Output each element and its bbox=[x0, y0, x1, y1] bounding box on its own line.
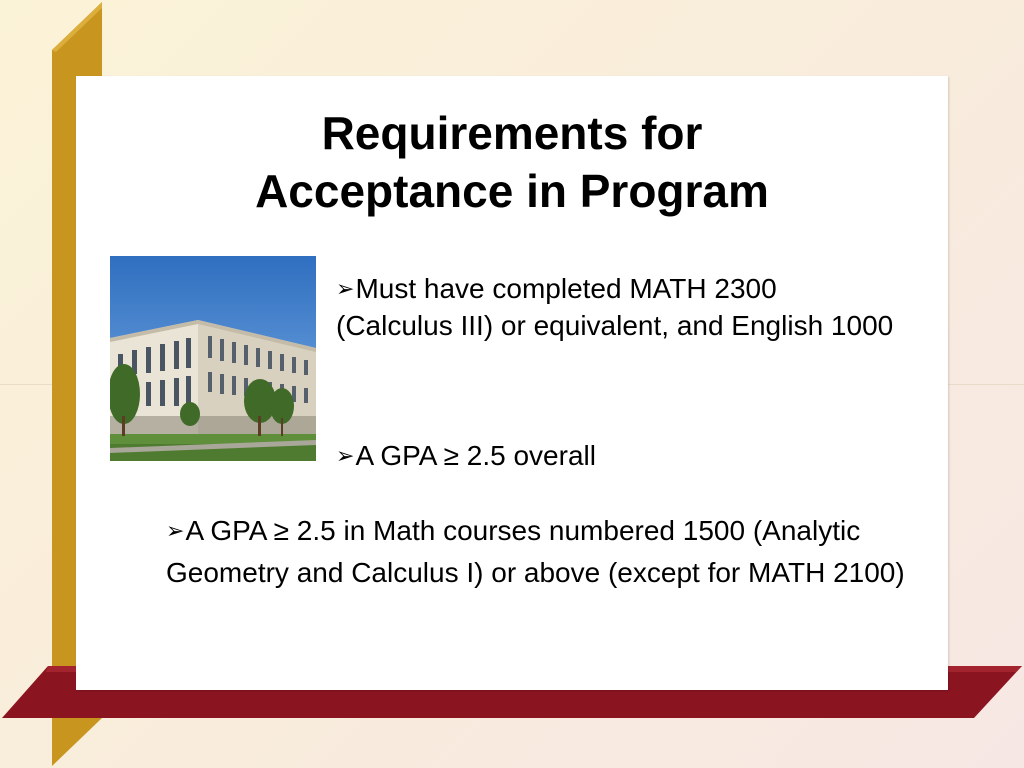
title-line-2: Acceptance in Program bbox=[255, 165, 769, 217]
bullet-text: A GPA ≥ 2.5 in Math courses numbered 1500 (Analytic Geometry and Calculus I) or above (except for MATH 2100) bbox=[166, 515, 905, 588]
arrow-bullet-icon: ➢ bbox=[336, 276, 355, 301]
slide-title bbox=[76, 104, 948, 220]
bullet-text: Must have completed MATH 2300 (Calculus III) or equivalent, and English 1000 bbox=[336, 273, 894, 341]
building-photo bbox=[110, 256, 316, 461]
bullet-math-gpa bbox=[166, 510, 906, 594]
arrow-bullet-icon: ➢ bbox=[336, 443, 355, 468]
bullet-overall-gpa bbox=[336, 437, 896, 474]
arrow-bullet-icon: ➢ bbox=[166, 518, 185, 543]
bullet-math-english-requirement bbox=[336, 270, 896, 344]
title-line-1: Requirements for bbox=[321, 107, 703, 159]
bullet-text: A GPA ≥ 2.5 overall bbox=[355, 440, 596, 471]
